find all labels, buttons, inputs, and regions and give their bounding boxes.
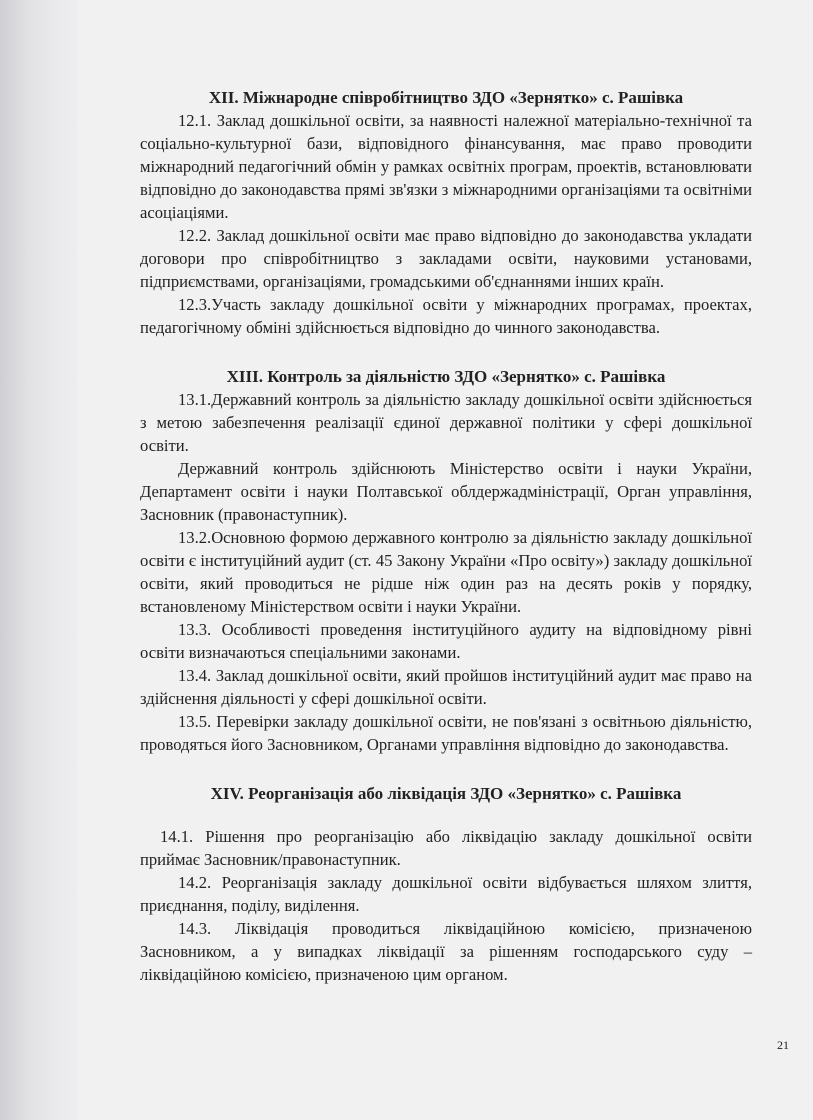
binding-shadow [0, 0, 78, 1120]
paragraph-12-1: 12.1. Заклад дошкільної освіти, за наявності належної матеріально-технічної та соціально-культурної бази, відповідного фінансування, має право проводити міжнародний педагогічний обмін у рамках освітніх програм, проектів, встановлювати відповідно до законодавства прямі зв'язки з міжнародними організаціями та освітніми асоціаціями. [140, 111, 752, 222]
paragraph-13-1-cont: Державний контроль здійснюють Міністерство освіти і науки України, Департамент освіти і науки Полтавської облдержадміністрації, Орган управління, Засновник (правонаступник). [140, 459, 752, 524]
spacer [140, 756, 752, 782]
section-title-xiii: XIII. Контроль за діяльністю ЗДО «Зернятко» с. Рашівка [226, 367, 666, 386]
paragraph-12-2: 12.2. Заклад дошкільної освіти має право відповідно до законодавства укладати договори про співробітництво з закладами освіти, науковими установами, підприємствами, організаціями, громадськими об'єднаннями інших країн. [140, 226, 752, 291]
paragraph-13-5: 13.5. Перевірки закладу дошкільної освіти, не пов'язані з освітньою діяльністю, проводяться його Засновником, Органами управління відповідно до законодавства. [140, 712, 752, 754]
paragraph-14-1: 14.1. Рішення про реорганізацію або ліквідацію закладу дошкільної освіти приймає Засновник/правонаступник. [140, 827, 752, 869]
paragraph-13-4: 13.4. Заклад дошкільної освіти, який пройшов інституційний аудит має право на здійснення діяльності у сфері дошкільної освіти. [140, 666, 752, 708]
section-title-xiv: XIV. Реорганізація або ліквідація ЗДО «Зернятко» с. Рашівка [210, 784, 682, 803]
document-page [78, 0, 813, 1120]
paragraph-12-3: 12.3.Участь закладу дошкільної освіти у міжнародних програмах, проектах, педагогічному обміні здійснюється відповідно до чинного законодавства. [140, 295, 752, 337]
page-number: 21 [777, 1038, 789, 1052]
paragraph-13-2: 13.2.Основною формою державного контролю за діяльністю закладу дошкільної освіти є інституційний аудит (ст. 45 Закону України «Про освіту») закладу дошкільної освіти, який проводиться не рідше ніж один раз на десять років у порядку, встановленому Міністерством освіти і науки України. [140, 528, 752, 616]
paragraph-13-3: 13.3. Особливості проведення інституційного аудиту на відповідному рівні освіти визначаються спеціальними законами. [140, 620, 752, 662]
paragraph-14-2: 14.2. Реорганізація закладу дошкільної освіти відбувається шляхом злиття, приєднання, поділу, виділення. [140, 873, 752, 915]
spacer [140, 339, 752, 365]
paragraph-14-3: 14.3. Ліквідація проводиться ліквідаційною комісією, призначеною Засновником, а у випадках ліквідації за рішенням господарського суду – ліквідаційною комісією, призначеною цим органом. [140, 919, 752, 984]
paragraph-13-1: 13.1.Державний контроль за діяльністю закладу дошкільної освіти здійснюється з метою забезпечення реалізації єдиної державної політики у сфері дошкільної освіти. [140, 390, 752, 455]
page-content [140, 86, 752, 986]
spacer [140, 805, 752, 825]
section-title-xii: XII. Міжнародне співробітництво ЗДО «Зернятко» с. Рашівка [208, 88, 684, 107]
